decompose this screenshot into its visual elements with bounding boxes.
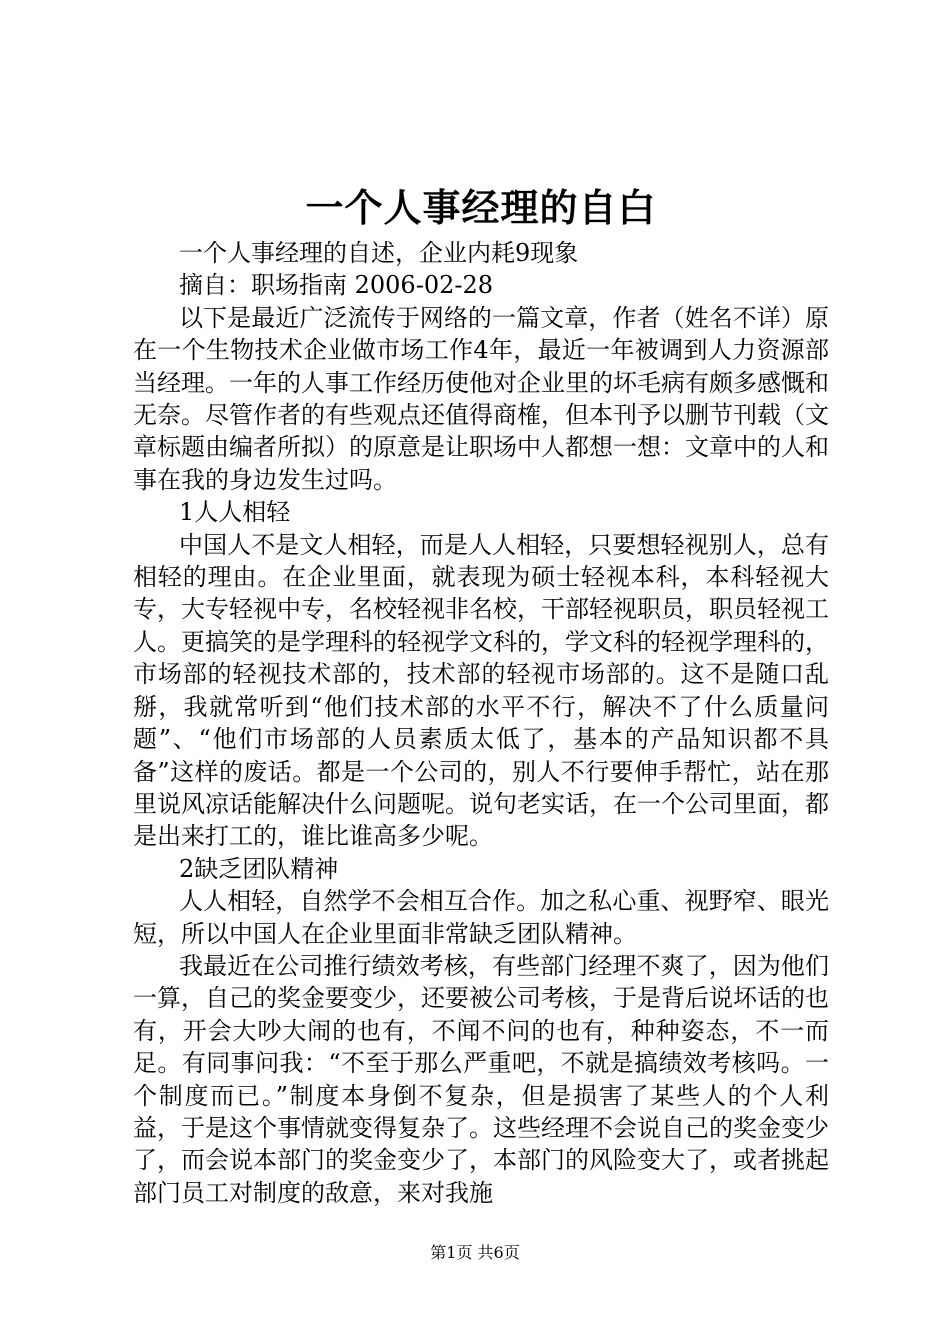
body-paragraph: 我最近在公司推行绩效考核，有些部门经理不爽了，因为他们一算，自己的奖金要变少，还要被公司考核，于是背后说坏话的也有，开会大吵大闹的也有，不闻不问的也有，种种姿态，不一而足。有同事问我：“不至于那么严重吧，不就是搞绩效考核吗。一个制度而已。”制度本身倒不复杂，但是损害了某些人的个人利益，于是这个事情就变得复杂了。这些经理不会说自己的奖金变少了，而会说本部门的奖金变少了，本部门的风险变大了，或者挑起部门员工对制度的敌意，来对我施 — [133, 951, 829, 1207]
document-subtitle: 一个人事经理的自述，企业内耗9现象 — [179, 239, 579, 267]
document-source: 摘自：职场指南 2006-02-28 — [179, 271, 494, 300]
intro-paragraph: 以下是最近广泛流传于网络的一篇文章，作者（姓名不详）原在一个生物技术企业做市场工作4年，最近一年被调到人力资源部当经理。一年的人事工作经历使他对企业里的坏毛病有颇多感慨和无奈。尽管作者的有些观点还值得商榷，但本刊予以删节刊载（文章标题由编者所拟）的原意是让职场中人都想一想：文章中的人和事在我的身边发生过吗。 — [133, 303, 829, 494]
body-paragraph: 中国人不是文人相轻，而是人人相轻，只要想轻视别人，总有相轻的理由。在企业里面，就表现为硕士轻视本科，本科轻视大专，大专轻视中专，名校轻视非名校，干部轻视职员，职员轻视工人。更搞笑的是学理科的轻视学文科的，学文科的轻视学理科的，市场部的轻视技术部的，技术部的轻视市场部的。这不是随口乱掰，我就常听到“他们技术部的水平不行，解决不了什么质量问题”、“他们市场部的人员素质太低了，基本的产品知识都不具备”这样的废话。都是一个公司的，别人不行要伸手帮忙，站在那里说风凉话能解决什么问题呢。说句老实话，在一个公司里面，都是出来打工的，谁比谁高多少呢。 — [133, 530, 829, 851]
body-paragraph: 人人相轻，自然学不会相互合作。加之私心重、视野窄、眼光短，所以中国人在企业里面非常缺乏团队精神。 — [133, 887, 829, 948]
page-footer: 第1页 共6页 — [430, 1243, 520, 1262]
document-page — [133, 183, 829, 1209]
section-heading: 2缺乏团队精神 — [179, 854, 339, 883]
section-heading: 1人人相轻 — [179, 498, 291, 527]
document-title: 一个人事经理的自白 — [305, 185, 657, 230]
